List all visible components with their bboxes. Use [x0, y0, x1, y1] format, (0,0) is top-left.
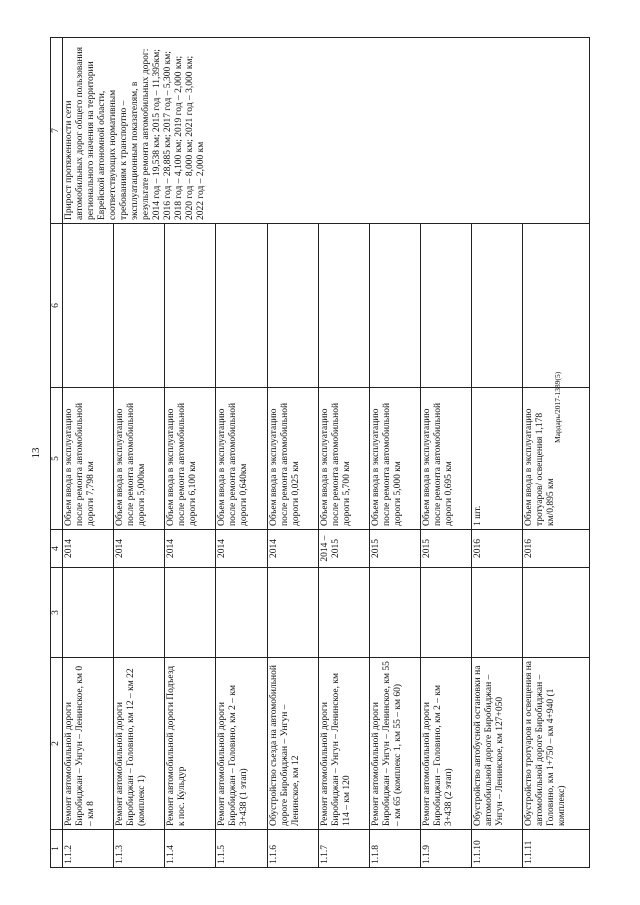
row-number: 1.1.10 [472, 830, 523, 868]
year-cell: 2015 [369, 530, 420, 568]
year-cell: 2014 [114, 530, 165, 568]
header-cell: 1 [51, 830, 63, 868]
result-cell: Объем ввода в эксплуатацию после ремонта автомобильной дороги 0,640км [216, 388, 267, 530]
col3-cell [63, 568, 114, 658]
result-cell: 1 шт. [472, 388, 523, 530]
row-number: 1.1.5 [216, 830, 267, 868]
measure-name: Ремонт автомобильной дороги Биробиджан – Головино, км 12 – км 22 (комплекс 1) [114, 658, 165, 830]
measure-name: Ремонт автомобильной дороги Биробиджан – Унгун – Ленинское, км 114 – км 120 [318, 658, 369, 830]
year-cell: 2014 [165, 530, 216, 568]
col6-cell [420, 224, 471, 388]
col3-cell [318, 568, 369, 658]
result-cell: Объем ввода в эксплуатацию после ремонта автомобильной дороги 0,695 км [420, 388, 471, 530]
col3-cell [369, 568, 420, 658]
year-cell: 2016 [472, 530, 523, 568]
col6-cell [114, 224, 165, 388]
col6-cell [318, 224, 369, 388]
col3-cell [523, 568, 590, 658]
result-cell: Объем ввода в эксплуатацию после ремонта автомобильной дороги 5,000км [114, 388, 165, 530]
row-number: 1.1.9 [420, 830, 471, 868]
header-cell: 5 [51, 388, 63, 530]
target-indicator-cell: Прирост протяженности сети автомобильных дорог общего пользования регионального значения на территории Еврейской автономной области, соответствующих нормативным требованиям к транспортно – эксплуатационным показателям, в результате ремонта автомобильных дорог: 2014 год – 19,538 км; 2015 год – 11,395км; 2016 год – 28,885 км; 2017 год – 5,300 км; 2018 год – 4,100 км; 2019 год – 2,000 км; 2020 год – 8,000 км; 2021 год – 3,000 км; 2022 год – 2,000 км [63, 38, 590, 224]
result-cell: Объем ввода в эксплуатацию после ремонта автомобильной дороги 6,100 км [165, 388, 216, 530]
measure-name: Обустройство автобусной остановки на автомобильной дороге Биробиджан – Унгун – Ленинское, км 127+050 [472, 658, 523, 830]
year-cell: 2014 – 2015 [318, 530, 369, 568]
table-body [63, 38, 590, 868]
measure-name: Ремонт автомобильной дороги Подъезд к пос. Кульдур [165, 658, 216, 830]
header-row [51, 38, 63, 868]
col6-cell [472, 224, 523, 388]
col3-cell [420, 568, 471, 658]
col3-cell [216, 568, 267, 658]
row-number: 1.1.7 [318, 830, 369, 868]
row-number: 1.1.11 [523, 830, 590, 868]
header-cell: 2 [51, 658, 63, 830]
col6-cell [165, 224, 216, 388]
row-number: 1.1.8 [369, 830, 420, 868]
program-table [50, 37, 590, 868]
col3-cell [165, 568, 216, 658]
result-cell: Объем ввода в эксплуатацию после ремонта автомобильной дороги 0,025 км [267, 388, 318, 530]
measure-name: Ремонт автомобильной дороги Биробиджан – Головино, км 2 – км 3+438 (2 этап) [420, 658, 471, 830]
row-number: 1.1.2 [63, 830, 114, 868]
measure-name: Ремонт автомобильной дороги Биробиджан – Унгун – Ленинское, км 0 – км 8 [63, 658, 114, 830]
year-cell: 2014 [216, 530, 267, 568]
row-number: 1.1.3 [114, 830, 165, 868]
col3-cell [114, 568, 165, 658]
measure-name: Ремонт автомобильной дороги Биробиджан – Головино, км 2 – км 3+438 (1 этап) [216, 658, 267, 830]
col6-cell [216, 224, 267, 388]
result-cell: Объем ввода в эксплуатацию после ремонта автомобильной дороги 5,000 км [369, 388, 420, 530]
col6-cell [523, 224, 590, 388]
page-number: 13 [30, 447, 42, 459]
measure-name: Обустройство тротуаров и освещения на автомобильной дороге Биробиджан – Головино, км 1+750 – км 4+940 (1 комплекс) [523, 658, 590, 830]
year-cell: 2014 [63, 530, 114, 568]
measure-name: Обустройство съезда на автомобильной дороге Биробиджан – Унгун – Ленинское, км 12 [267, 658, 318, 830]
year-cell: 2015 [420, 530, 471, 568]
row-number: 1.1.6 [267, 830, 318, 868]
header-cell: 4 [51, 530, 63, 568]
header-cell: 6 [51, 224, 63, 388]
result-cell: Объем ввода в эксплуатацию тротуаров/ освещения 1,178 км/0,895 км [523, 388, 590, 530]
year-cell: 2016 [523, 530, 590, 568]
col6-cell [267, 224, 318, 388]
measure-name: Ремонт автомобильной дороги Биробиджан – Унгун – Ленинское, км 55 – км 65 (комплекс 1, км 55 – км 60) [369, 658, 420, 830]
document-code: Мардарь/2017-1389(5) [553, 371, 562, 443]
result-cell: Объем ввода в эксплуатацию после ремонта автомобильной дороги 5,700 км [318, 388, 369, 530]
header-cell: 3 [51, 568, 63, 658]
header-cell: 7 [51, 38, 63, 224]
col6-cell [63, 224, 114, 388]
rotated-table-sheet [50, 38, 590, 868]
year-cell: 2014 [267, 530, 318, 568]
table-row [63, 38, 114, 868]
col3-cell [267, 568, 318, 658]
result-cell: Объем ввода в эксплуатацию после ремонта автомобильной дороги 7,798 км [63, 388, 114, 530]
row-number: 1.1.4 [165, 830, 216, 868]
col3-cell [472, 568, 523, 658]
col6-cell [369, 224, 420, 388]
